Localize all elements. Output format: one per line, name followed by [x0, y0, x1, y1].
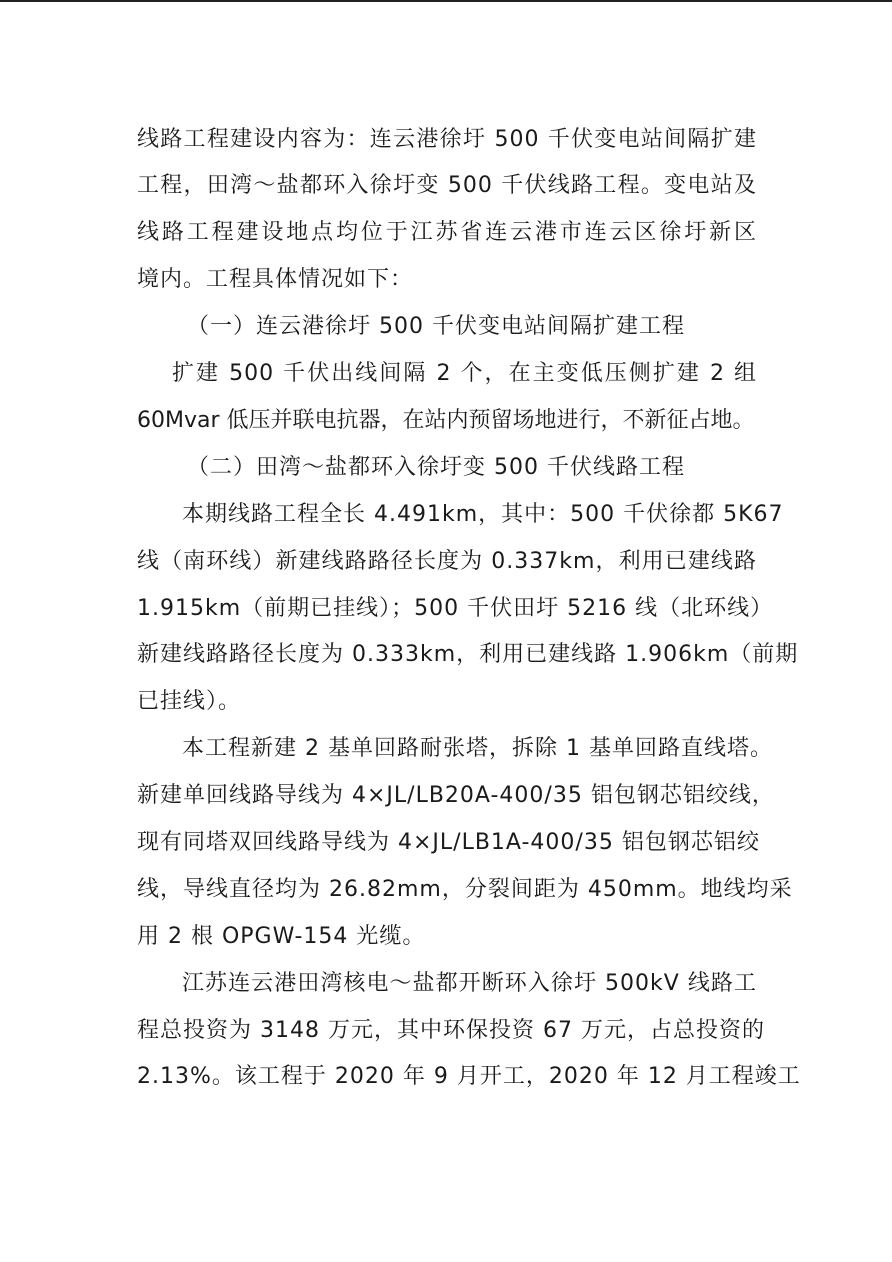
- text-line: 工程，田湾～盐都环入徐圩变 500 千伏线路工程。变电站及: [137, 173, 757, 198]
- text-line: 60Mvar 低压并联电抗器，在站内预留场地进行，不新征占地。: [137, 408, 755, 433]
- section-heading-1: （一）连云港徐圩 500 千伏变电站间隔扩建工程: [187, 314, 685, 339]
- text-line: 新建单回线路导线为 4×JL/LB20A-400/35 铝包钢芯铝绞线，: [137, 783, 775, 808]
- text-line: 线（南环线）新建线路路径长度为 0.337km，利用已建线路: [137, 549, 757, 574]
- text-line: 用 2 根 OPGW-154 光缆。: [137, 924, 426, 949]
- text-line: 本期线路工程全长 4.491km，其中：500 千伏徐都 5K67: [182, 502, 784, 527]
- text-line: 1.915km（前期已挂线）；500 千伏田圩 5216 线（北环线）: [137, 596, 774, 621]
- text-line: 线，导线直径均为 26.82mm，分裂间距为 450mm。地线均采: [137, 877, 793, 902]
- text-line: 线路工程建设地点均位于江苏省连云港市连云区徐圩新区: [137, 220, 757, 245]
- text-line: 本工程新建 2 基单回路耐张塔，拆除 1 基单回路直线塔。: [182, 736, 773, 761]
- text-line: 江苏连云港田湾核电～盐都开断环入徐圩 500kV 线路工: [182, 971, 757, 996]
- text-line: 新建线路路径长度为 0.333km，利用已建线路 1.906km（前期: [137, 642, 799, 667]
- text-line: 线路工程建设内容为：连云港徐圩 500 千伏变电站间隔扩建: [137, 127, 757, 152]
- text-line: 程总投资为 3148 万元，其中环保投资 67 万元，占总投资的: [137, 1018, 765, 1043]
- text-line: 已挂线）。: [137, 689, 242, 714]
- text-line: 现有同塔双回线路导线为 4×JL/LB1A-400/35 铝包钢芯铝绞: [137, 830, 760, 855]
- text-line: 境内。工程具体情况如下：: [137, 267, 414, 292]
- section-heading-2: （二）田湾～盐都环入徐圩变 500 千伏线路工程: [187, 455, 685, 480]
- text-line: 扩建 500 千伏出线间隔 2 个，在主变低压侧扩建 2 组: [172, 361, 757, 386]
- text-line: 2.13%。该工程于 2020 年 9 月开工，2020 年 12 月工程竣工: [137, 1064, 801, 1089]
